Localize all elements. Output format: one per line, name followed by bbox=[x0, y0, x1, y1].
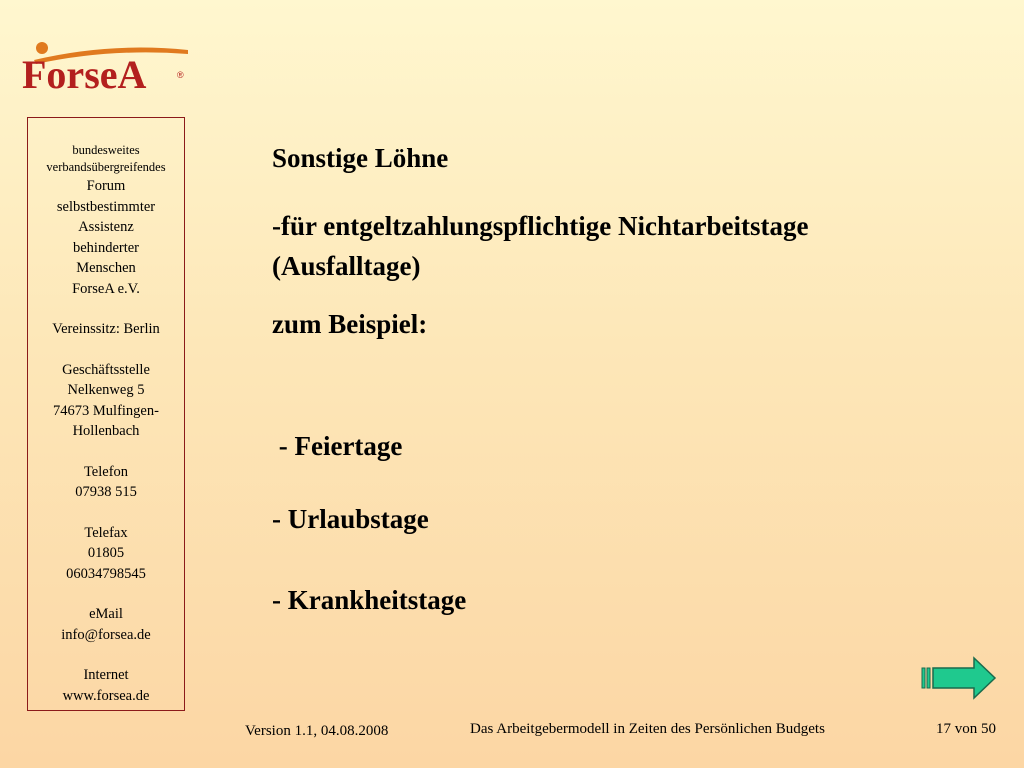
sidebar-seat: Vereinssitz: Berlin bbox=[52, 321, 160, 337]
sidebar-line: bundesweites bbox=[72, 143, 140, 157]
slide-paragraph bbox=[272, 206, 972, 286]
sidebar-line: selbstbestimmter bbox=[56, 198, 156, 215]
example-heading: zum Beispiel: bbox=[272, 309, 428, 339]
forsea-logo bbox=[20, 38, 190, 94]
sidebar-line: Hollenbach bbox=[72, 423, 140, 439]
slide-title: Sonstige Löhne bbox=[272, 143, 449, 173]
sidebar-line: Menschen bbox=[76, 260, 136, 276]
sidebar-line: Telefon bbox=[83, 463, 129, 480]
sidebar-line: 74673 Mulfingen- bbox=[53, 402, 159, 419]
footer-page-number: 17 von 50 bbox=[936, 721, 996, 737]
sidebar-line: Assistenz bbox=[78, 219, 134, 235]
next-slide-arrow-icon[interactable] bbox=[918, 654, 998, 700]
sidebar-website[interactable]: www.forsea.de bbox=[62, 687, 150, 704]
contact-sidebar bbox=[27, 117, 185, 711]
sidebar-phone: 07938 515 bbox=[75, 484, 137, 500]
list-item: - Urlaubstage bbox=[272, 504, 429, 534]
sidebar-line: Internet bbox=[83, 667, 129, 683]
sidebar-line: Forum bbox=[86, 178, 126, 194]
sidebar-line: ForseA e.V. bbox=[72, 280, 140, 297]
sidebar-fax: 06034798545 bbox=[66, 565, 146, 582]
sidebar-line: behinderter bbox=[72, 239, 140, 256]
footer-title: Das Arbeitgebermodell in Zeiten des Persönlichen Budgets bbox=[470, 721, 825, 737]
sidebar-email[interactable]: info@forsea.de bbox=[61, 626, 151, 643]
registered-mark: ® bbox=[177, 70, 184, 80]
sidebar-line: Geschäftsstelle bbox=[62, 361, 150, 378]
paragraph-line: -für entgeltzahlungspflichtige Nichtarbeitstage bbox=[272, 211, 809, 241]
sidebar-line: Nelkenweg 5 bbox=[67, 382, 145, 398]
logo-text: ForseA bbox=[22, 52, 147, 94]
sidebar-line: Telefax bbox=[84, 524, 128, 541]
footer-version: Version 1.1, 04.08.2008 bbox=[245, 723, 389, 739]
sidebar-line: verbandsübergreifendes bbox=[46, 160, 166, 174]
sidebar-line: eMail bbox=[89, 606, 123, 622]
list-item: - Krankheitstage bbox=[272, 585, 467, 615]
list-item: - Feiertage bbox=[272, 431, 403, 461]
sidebar-line: 01805 bbox=[87, 545, 125, 561]
paragraph-line: (Ausfalltage) bbox=[272, 251, 421, 281]
